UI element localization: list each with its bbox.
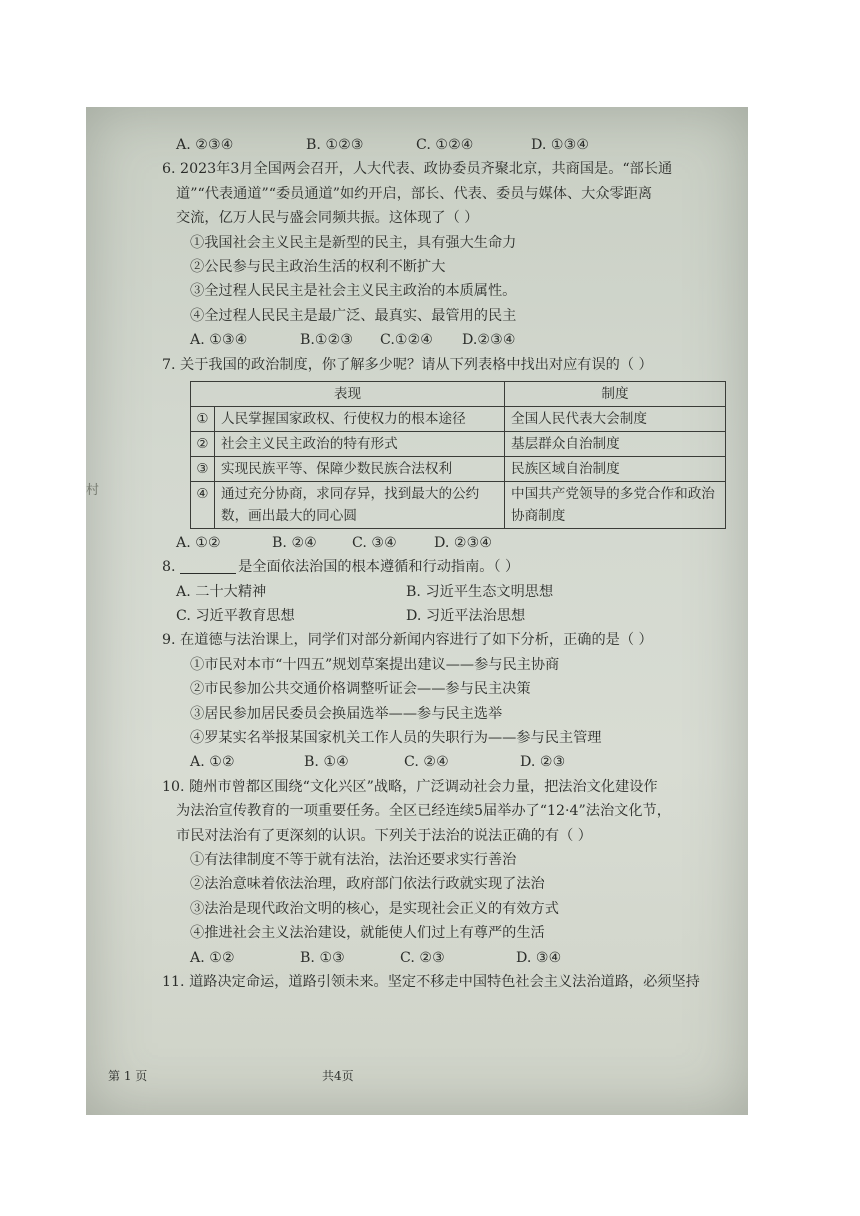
q9-item-4: ④罗某实名举报某国家机关工作人员的失职行为——参与民主管理 [190,730,602,747]
q6-option-c: C.①②④ [380,332,434,349]
answer-blank [180,557,236,574]
q10-stem-2: 为法治宣传教育的一项重要任务。全区已经连续5届举办了“12·4”法治文化节， [176,803,671,820]
q6-options [190,328,736,352]
q9-item-1: ①市民对本市“十四五”规划草案提出建议——参与民主协商 [190,656,560,673]
table-header-expr: 表现 [191,381,505,406]
q6-option-a: A. ①③④ [190,332,248,349]
q9-stem: 9. 在道德与法治课上，同学们对部分新闻内容进行了如下分析，正确的是（ ） [162,632,653,649]
q9-option-a: A. ①② [190,754,235,771]
q8-options-row-2 [176,604,736,628]
q10-options [190,946,736,970]
q9-options [190,750,736,774]
table-row [191,406,726,431]
q7-options [176,531,736,555]
q7-option-b: B. ②④ [272,534,317,551]
row-number: ① [191,406,215,431]
row-number: ③ [191,456,215,481]
table-header-system: 制度 [505,381,726,406]
q8-stem [162,555,736,579]
q6-item-2: ②公民参与民主政治生活的权利不断扩大 [190,258,446,275]
table-header-row [191,381,726,406]
q8-option-d: D. 习近平法治思想 [406,608,526,625]
q6-stem-2: 道”“代表通道”“委员通道”如约开启，部长、代表、委员与媒体、大众零距离 [176,185,653,202]
q10-item-1: ①有法律制度不等于就有法治，法治还要求实行善治 [190,851,517,868]
row-expression: 人民掌握国家政权、行使权力的根本途径 [215,406,505,431]
q10-stem-3: 市民对法治有了更深刻的认识。下列关于法治的说法正确的有（ ） [176,827,592,844]
q8-stem-text: 是全面依法治国的根本遵循和行动指南。（ ） [238,559,520,576]
q6-option-b: B.①②③ [300,332,354,349]
q7-stem: 7. 关于我国的政治制度，你了解多少呢？请从下列表格中找出对应有误的（ ） [162,356,653,373]
q8-number: 8. [162,559,176,576]
q5-option-c: C. ①②④ [416,137,474,153]
q8-options-row-1 [176,580,736,604]
q7-option-d: D. ②③④ [434,534,493,551]
row-expression: 实现民族平等、保障少数民族合法权利 [215,456,505,481]
q6-item-1: ①我国社会主义民主是新型的民主，具有强大生命力 [190,234,517,251]
q10-option-d: D. ③④ [516,949,562,966]
row-number: ② [191,431,215,456]
q7-option-c: C. ③④ [352,534,397,551]
page-total: 共4页 [322,1069,354,1083]
q5-options [176,133,736,157]
q10-option-c: C. ②③ [400,949,445,966]
q10-item-2: ②法治意味着依法治理，政府部门依法行政就实现了法治 [190,876,545,893]
q9-option-c: C. ②④ [404,754,449,771]
q9-item-2: ②市民参加公共交通价格调整听证会——参与民主决策 [190,681,531,698]
q9-option-b: B. ①④ [304,754,349,771]
q11-stem: 11. 道路决定命运，道路引领未来。坚定不移走中国特色社会主义法治道路，必须坚持 [162,973,700,990]
q5-option-b: B. ①②③ [306,137,364,153]
q7-option-a: A. ①② [176,534,221,551]
q5-option-a: A. ②③④ [176,137,234,153]
scanned-page [86,107,748,1115]
table-row [191,456,726,481]
q8-option-c: C. 习近平教育思想 [176,608,295,625]
edge-mark: 村 [86,483,100,498]
q6-stem-3: 交流，亿万人民与盛会同频共振。这体现了（ ） [176,210,479,227]
q8-option-a: A. 二十大精神 [176,583,267,600]
q9-item-3: ③居民参加居民委员会换届选举——参与民主选举 [190,705,503,722]
q10-item-3: ③法治是现代政治文明的核心，是实现社会正义的有效方式 [190,900,559,917]
table-row [191,431,726,456]
question-content [162,133,736,994]
q6-option-d: D.②③④ [462,332,516,349]
q5-option-d: D. ①③④ [531,137,590,153]
q10-item-4: ④推进社会主义法治建设，就能使人们过上有尊严的生活 [190,925,545,942]
row-expression: 社会主义民主政治的特有形式 [215,431,505,456]
q10-option-a: A. ①② [190,949,235,966]
q6-item-4: ④全过程人民民主是最广泛、最真实、最管用的民主 [190,307,517,324]
row-system: 民族区域自治制度 [505,456,726,481]
q10-stem-1: 10. 随州市曾都区围绕“文化兴区”战略，广泛调动社会力量，把法治文化建设作 [162,778,658,795]
row-number: ④ [191,481,215,528]
table-row [191,481,726,528]
page-number: 第 1 页 [108,1069,148,1083]
row-system: 中国共产党领导的多党合作和政治协商制度 [505,481,726,528]
row-expression: 通过充分协商，求同存异，找到最大的公约数，画出最大的同心圆 [215,481,505,528]
row-system: 全国人民代表大会制度 [505,406,726,431]
q6-item-3: ③全过程人民民主是社会主义民主政治的本质属性。 [190,283,517,300]
row-system: 基层群众自治制度 [505,431,726,456]
q10-option-b: B. ①③ [300,949,345,966]
q7-table [190,381,726,529]
q8-option-b: B. 习近平生态文明思想 [406,583,554,600]
q6-stem-1: 6. 2023年3月全国两会召开，人大代表、政协委员齐聚北京，共商国是。“部长通 [162,161,673,178]
q9-option-d: D. ②③ [520,754,566,771]
